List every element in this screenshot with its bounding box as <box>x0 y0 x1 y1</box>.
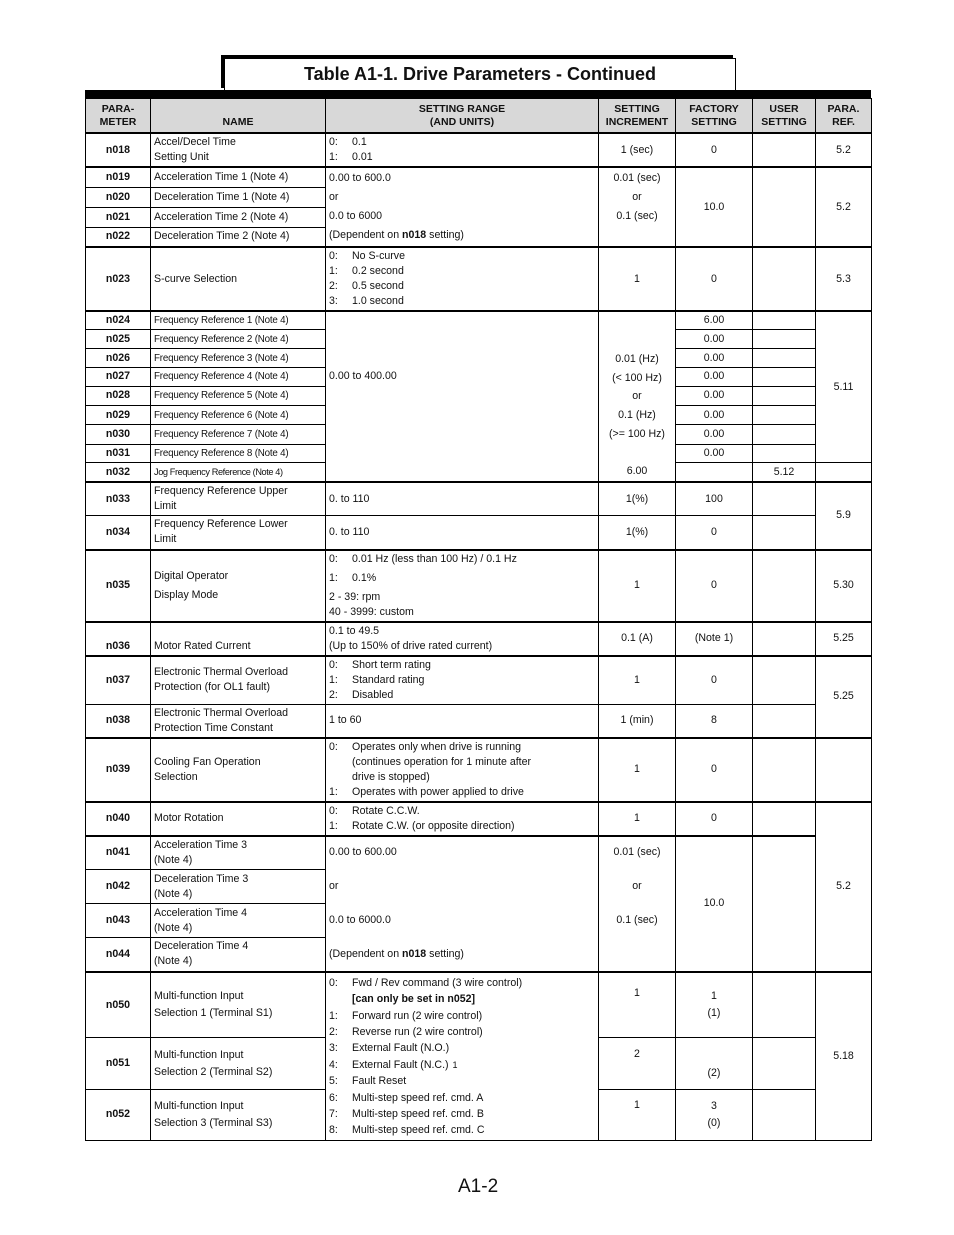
param-name: Frequency Reference 2 (Note 4) <box>151 330 326 348</box>
param-name: Digital Operator Display Mode <box>151 550 326 622</box>
factory-setting: 8 <box>676 704 753 738</box>
setting-range: 0. to 110 <box>326 482 599 516</box>
setting-range: 0.00 to 600.00 or 0.0 to 6000.0 (Dependent on n018 setting) <box>326 836 599 972</box>
user-setting <box>753 406 816 425</box>
user-setting <box>753 311 816 330</box>
factory-setting: 100 <box>676 482 753 516</box>
para-ref: 5.11 <box>816 311 872 463</box>
table-title: Table A1-1. Drive Parameters - Continued <box>224 58 736 91</box>
param-code: n043 <box>86 904 151 938</box>
header-user-setting: USER SETTING <box>753 99 816 134</box>
table-row <box>86 704 872 738</box>
param-code: n018 <box>86 133 151 167</box>
user-setting <box>753 386 816 405</box>
setting-range: 0: 0.01 Hz (less than 100 Hz) / 0.1 Hz 1: 0.1% 2 - 39: rpm 40 - 3999: custom <box>326 550 599 622</box>
factory-setting: 3 (0) <box>676 1090 753 1141</box>
param-code: n031 <box>86 444 151 462</box>
setting-increment: 1 <box>599 1090 676 1141</box>
param-name: Motor Rotation <box>151 802 326 836</box>
factory-setting: 0 <box>676 656 753 705</box>
param-name: Acceleration Time 1 (Note 4) <box>151 167 326 187</box>
param-name: Electronic Thermal Overload Protection Time Constant <box>151 704 326 738</box>
factory-setting: 1 (1) <box>676 972 753 1038</box>
param-name: Deceleration Time 1 (Note 4) <box>151 187 326 207</box>
user-setting <box>753 656 816 705</box>
user-setting <box>753 802 816 836</box>
param-code: n027 <box>86 368 151 386</box>
param-code: n019 <box>86 167 151 187</box>
table-row <box>86 133 872 167</box>
setting-range: 1 to 60 <box>326 704 599 738</box>
factory-setting: 0.00 <box>676 368 753 386</box>
table-row <box>86 836 872 870</box>
param-name: Frequency Reference 1 (Note 4) <box>151 311 326 330</box>
setting-increment: 0.01 (sec) or 0.1 (sec) <box>599 167 676 247</box>
table-row <box>86 311 872 330</box>
header-factory-setting: FACTORY SETTING <box>676 99 753 134</box>
para-ref: 5.2 <box>816 802 872 972</box>
param-name: Acceleration Time 4 (Note 4) <box>151 904 326 938</box>
para-ref <box>816 738 872 802</box>
param-name: Multi-function Input Selection 2 (Terminal S2) <box>151 1038 326 1090</box>
setting-increment: 1 <box>599 802 676 836</box>
user-setting <box>753 972 816 1038</box>
drive-parameters-table <box>85 98 872 1141</box>
param-name: S-curve Selection <box>151 247 326 311</box>
factory-setting: 0 <box>676 133 753 167</box>
table-row <box>86 550 872 622</box>
param-code: n036 <box>86 622 151 656</box>
setting-increment: 1 <box>599 738 676 802</box>
header-parameter: PARA- METER <box>86 99 151 134</box>
user-setting <box>753 167 816 247</box>
setting-range: 0. to 110 <box>326 516 599 550</box>
param-name: Frequency Reference 7 (Note 4) <box>151 425 326 444</box>
setting-range: 0: Rotate C.C.W. 1: Rotate C.W. (or opposite direction) <box>326 802 599 836</box>
setting-increment: 1(%) <box>599 482 676 516</box>
para-ref: 5.18 <box>816 972 872 1141</box>
setting-increment: 0.1 (A) <box>599 622 676 656</box>
setting-increment: 1(%) <box>599 516 676 550</box>
param-code: n029 <box>86 406 151 425</box>
setting-range: 0: Fwd / Rev command (3 wire control) [can only be set in n052] 1: Forward run (2 wire control) 2: Reverse run (2 wire control) 3: External Fault (N.O.) 4: External Fault (N.C.) 1 5: Fault Reset 6: Multi-step speed ref. cmd. A 7: Multi-step speed ref. cmd. B 8: Multi-step speed ref. cmd. C <box>326 972 599 1141</box>
para-ref: 5.9 <box>816 482 872 550</box>
user-setting <box>753 330 816 348</box>
param-code: n028 <box>86 386 151 405</box>
header-row <box>86 99 872 134</box>
user-setting <box>753 738 816 802</box>
param-code: n021 <box>86 207 151 227</box>
factory-setting: 0 <box>676 802 753 836</box>
param-code: n032 <box>86 463 151 483</box>
param-code: n022 <box>86 227 151 247</box>
param-code: n025 <box>86 330 151 348</box>
factory-setting: 0.00 <box>676 406 753 425</box>
param-name: Acceleration Time 3 (Note 4) <box>151 836 326 870</box>
table-row <box>86 516 872 550</box>
param-name: Frequency Reference 8 (Note 4) <box>151 444 326 462</box>
param-name: Cooling Fan Operation Selection <box>151 738 326 802</box>
table-row <box>86 802 872 836</box>
table-row <box>86 247 872 311</box>
user-setting <box>753 133 816 167</box>
param-name: Deceleration Time 2 (Note 4) <box>151 227 326 247</box>
para-ref <box>816 463 872 483</box>
user-setting <box>753 368 816 386</box>
param-name: Deceleration Time 3 (Note 4) <box>151 870 326 904</box>
para-ref: 5.30 <box>816 550 872 622</box>
user-setting: 5.12 <box>753 463 816 483</box>
factory-setting: 6.00 <box>676 311 753 330</box>
param-name: Electronic Thermal Overload Protection (for OL1 fault) <box>151 656 326 705</box>
param-code: n042 <box>86 870 151 904</box>
param-name: Motor Rated Current <box>151 622 326 656</box>
param-code: n044 <box>86 938 151 972</box>
param-name: Deceleration Time 4 (Note 4) <box>151 938 326 972</box>
factory-setting: 0 <box>676 516 753 550</box>
para-ref: 5.2 <box>816 167 872 247</box>
setting-increment: 1 (min) <box>599 704 676 738</box>
param-name: Accel/Decel Time Setting Unit <box>151 133 326 167</box>
user-setting <box>753 622 816 656</box>
factory-setting: 0 <box>676 247 753 311</box>
user-setting <box>753 1038 816 1090</box>
user-setting <box>753 444 816 462</box>
setting-increment: 1 <box>599 972 676 1038</box>
param-name: Frequency Reference Lower Limit <box>151 516 326 550</box>
factory-setting: 0 <box>676 550 753 622</box>
param-name: Frequency Reference Upper Limit <box>151 482 326 516</box>
param-name: Multi-function Input Selection 1 (Terminal S1) <box>151 972 326 1038</box>
param-name: Frequency Reference 6 (Note 4) <box>151 406 326 425</box>
param-code: n033 <box>86 482 151 516</box>
user-setting <box>753 516 816 550</box>
table-row <box>86 482 872 516</box>
param-code: n052 <box>86 1090 151 1141</box>
setting-increment: 0.01 (sec) or 0.1 (sec) <box>599 836 676 972</box>
param-code: n050 <box>86 972 151 1038</box>
param-name: Frequency Reference 4 (Note 4) <box>151 368 326 386</box>
setting-range: 0.00 to 400.00 <box>326 311 599 482</box>
param-code: n023 <box>86 247 151 311</box>
param-name: Frequency Reference 5 (Note 4) <box>151 386 326 405</box>
param-code: n040 <box>86 802 151 836</box>
user-setting <box>753 704 816 738</box>
factory-setting: 0.00 <box>676 425 753 444</box>
param-code: n051 <box>86 1038 151 1090</box>
setting-range: 0.1 to 49.5 (Up to 150% of drive rated current) <box>326 622 599 656</box>
table-row <box>86 972 872 1038</box>
para-ref: 5.2 <box>816 133 872 167</box>
factory-setting: 0.00 <box>676 330 753 348</box>
setting-range: 0: Short term rating 1: Standard rating 2: Disabled <box>326 656 599 705</box>
param-code: n041 <box>86 836 151 870</box>
setting-increment: 1 <box>599 550 676 622</box>
para-ref: 5.25 <box>816 656 872 738</box>
table-row <box>86 622 872 656</box>
factory-setting: 0 <box>676 738 753 802</box>
setting-range: 0.00 to 600.0 or 0.0 to 6000 (Dependent on n018 setting) <box>326 167 599 247</box>
user-setting <box>753 482 816 516</box>
page-number: A1-2 <box>458 1176 499 1197</box>
user-setting <box>753 348 816 367</box>
user-setting <box>753 247 816 311</box>
factory-setting: 10.0 <box>676 836 753 972</box>
param-name: Frequency Reference 3 (Note 4) <box>151 348 326 367</box>
factory-setting: 0.00 <box>676 348 753 367</box>
table-row <box>86 738 872 802</box>
setting-range: 0: 0.1 1: 0.01 <box>326 133 599 167</box>
factory-setting: (Note 1) <box>676 622 753 656</box>
setting-increment: 2 <box>599 1038 676 1090</box>
user-setting <box>753 425 816 444</box>
setting-range: 0: No S-curve 1: 0.2 second 2: 0.5 second 3: 1.0 second <box>326 247 599 311</box>
setting-increment: 0.01 (Hz) (< 100 Hz) or 0.1 (Hz) (>= 100 Hz) 6.00 <box>599 311 676 482</box>
param-name: Multi-function Input Selection 3 (Terminal S3) <box>151 1090 326 1141</box>
factory-setting: 10.0 <box>676 167 753 247</box>
user-setting <box>753 836 816 972</box>
header-para-ref: PARA. REF. <box>816 99 872 134</box>
param-name: Jog Frequency Reference (Note 4) <box>151 463 326 483</box>
factory-setting: 0.00 <box>676 386 753 405</box>
factory-setting: 0.00 <box>676 444 753 462</box>
para-ref: 5.25 <box>816 622 872 656</box>
param-code: n038 <box>86 704 151 738</box>
setting-increment: 1 <box>599 656 676 705</box>
param-code: n024 <box>86 311 151 330</box>
param-name: Acceleration Time 2 (Note 4) <box>151 207 326 227</box>
user-setting <box>753 550 816 622</box>
factory-setting: (2) <box>676 1038 753 1090</box>
setting-increment: 1 <box>599 247 676 311</box>
table-row <box>86 167 872 187</box>
setting-increment: 1 (sec) <box>599 133 676 167</box>
factory-setting <box>676 463 753 483</box>
param-code: n026 <box>86 348 151 367</box>
param-code: n037 <box>86 656 151 705</box>
header-setting-range: SETTING RANGE (AND UNITS) <box>326 99 599 134</box>
header-name: NAME <box>151 99 326 134</box>
header-setting-increment: SETTING INCREMENT <box>599 99 676 134</box>
param-code: n034 <box>86 516 151 550</box>
setting-range: 0: Operates only when drive is running (continues operation for 1 minute after drive is stopped) 1: Operates with power applied to drive <box>326 738 599 802</box>
param-code: n020 <box>86 187 151 207</box>
param-code: n039 <box>86 738 151 802</box>
param-code: n035 <box>86 550 151 622</box>
param-code: n030 <box>86 425 151 444</box>
table-row <box>86 656 872 705</box>
para-ref: 5.3 <box>816 247 872 311</box>
user-setting <box>753 1090 816 1141</box>
